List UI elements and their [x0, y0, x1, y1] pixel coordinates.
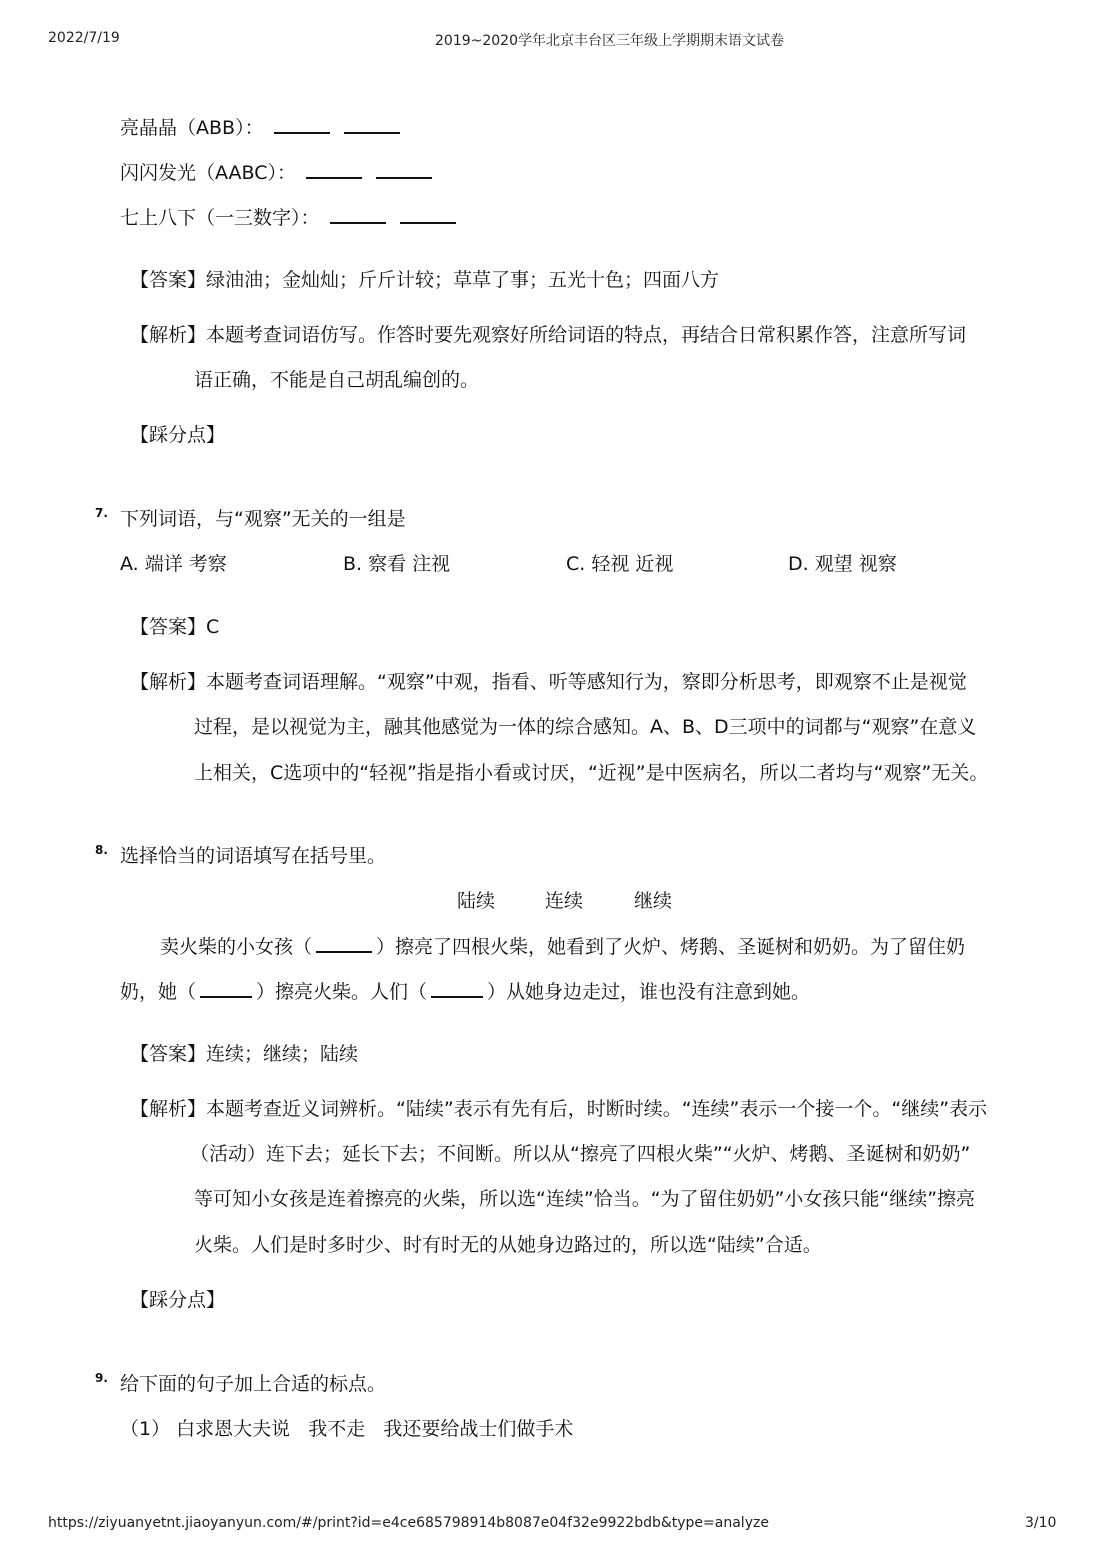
q6-answer — [130, 267, 719, 294]
q7-analysis — [130, 669, 967, 696]
answer-tag: 【答案】 — [130, 269, 207, 291]
word-bank-item: 陆续 — [457, 890, 496, 912]
document-title: 2019~2020学年北京丰台区三年级上学期期末语文试卷 — [435, 33, 784, 49]
analysis-text: 本题考查近义词辨析。“陆续”表示有先有后，时断时续。“连续”表示一个接一个。“继续”表示 — [206, 1098, 988, 1120]
answer-blank — [330, 204, 386, 224]
q6-item-aabc — [120, 159, 436, 187]
word-bank-item: 连续 — [545, 890, 584, 912]
paragraph-text: ）从她身边走过，谁也没有注意到她。 — [487, 981, 811, 1003]
question-text: 下列词语，与“观察”无关的一组是 — [120, 508, 406, 530]
answer-blank — [316, 933, 372, 953]
option-a: A. 端详 考察 — [120, 553, 227, 575]
answer-blank — [344, 114, 400, 134]
analysis-text: （活动）连下去；延长下去；不间断。所以从“擦亮了四根火柴”“火炉、烤鹅、圣诞树和奶奶” — [190, 1143, 971, 1165]
q8-paragraph-line1 — [160, 933, 965, 961]
question-number: 9. — [95, 1371, 108, 1385]
page-number: 3/10 — [1025, 1515, 1057, 1531]
analysis-text: 语正确，不能是自己胡乱编创的。 — [194, 369, 480, 391]
analysis-text: 上相关，C选项中的“轻视”指是指小看或讨厌，“近视”是中医病名，所以二者均与“观察”无关。 — [194, 762, 989, 784]
q6-item-abb — [120, 114, 404, 142]
paragraph-text: 奶，她（ — [120, 981, 197, 1003]
paragraph-text: ）擦亮火柴。人们（ — [256, 981, 428, 1003]
question-text: 选择恰当的词语填写在括号里。 — [120, 845, 387, 867]
q6-item-numbers — [120, 204, 460, 232]
answer-blank — [376, 159, 432, 179]
analysis-text: 本题考查词语理解。“观察”中观，指看、听等感知行为，察即分析思考，即观察不止是视觉 — [206, 671, 967, 693]
q6-analysis — [130, 322, 966, 349]
q7-answer — [130, 614, 219, 641]
q8-paragraph-line2 — [120, 978, 810, 1006]
q6-item-aabc-label: 闪闪发光（AABC）： — [120, 162, 296, 184]
analysis-text: 本题考查词语仿写。作答时要先观察好所给词语的特点，再结合日常积累作答，注意所写词 — [206, 324, 967, 346]
option-c: C. 轻视 近视 — [566, 553, 674, 575]
q8-analysis — [130, 1096, 987, 1123]
answer-blank — [274, 114, 330, 134]
answer-blank — [200, 978, 252, 998]
answer-tag: 【答案】 — [130, 1043, 207, 1065]
option-b: B. 察看 注视 — [343, 553, 451, 575]
answer-text: C — [206, 616, 220, 638]
scoring-points-tag: 【踩分点】 — [130, 424, 226, 446]
answer-tag: 【答案】 — [130, 616, 207, 638]
answer-blank — [400, 204, 456, 224]
analysis-text: 等可知小女孩是连着擦亮的火柴，所以选“连续”恰当。“为了留住奶奶”小女孩只能“继续”擦亮 — [194, 1188, 976, 1210]
analysis-tag: 【解析】 — [130, 324, 207, 346]
q6-item-numbers-label: 七上八下（一三数字）： — [120, 207, 320, 229]
analysis-tag: 【解析】 — [130, 671, 207, 693]
q8-answer — [130, 1041, 358, 1068]
question-number: 7. — [95, 506, 108, 520]
word-bank-item: 继续 — [634, 890, 673, 912]
answer-text: 绿油油；金灿灿；斤斤计较；草草了事；五光十色；四面八方 — [206, 269, 720, 291]
print-date: 2022/7/19 — [48, 30, 120, 46]
scoring-points-tag: 【踩分点】 — [130, 1289, 226, 1311]
q9-item-1: （1） 白求恩大夫说 我不走 我还要给战士们做手术 — [120, 1418, 574, 1440]
option-d: D. 观望 视察 — [788, 553, 897, 575]
answer-blank — [431, 978, 483, 998]
paragraph-text: ）擦亮了四根火柴，她看到了火炉、烤鹅、圣诞树和奶奶。为了留住奶 — [376, 936, 966, 958]
answer-blank — [306, 159, 362, 179]
question-number: 8. — [95, 843, 108, 857]
q6-item-abb-label: 亮晶晶（ABB）： — [120, 117, 264, 139]
analysis-tag: 【解析】 — [130, 1098, 207, 1120]
analysis-text: 过程，是以视觉为主，融其他感觉为一体的综合感知。A、B、D三项中的词都与“观察”在意义 — [194, 716, 977, 738]
source-url: https://ziyuanyetnt.jiaoyanyun.com/#/print?id=e4ce685798914b8087e04f32e9922bdb&type=analyze — [48, 1515, 769, 1531]
answer-text: 连续；继续；陆续 — [206, 1043, 359, 1065]
analysis-text: 火柴。人们是时多时少、时有时无的从她身边路过的，所以选“陆续”合适。 — [194, 1234, 822, 1256]
question-text: 给下面的句子加上合适的标点。 — [120, 1373, 387, 1395]
paragraph-text: 卖火柴的小女孩（ — [160, 936, 313, 958]
